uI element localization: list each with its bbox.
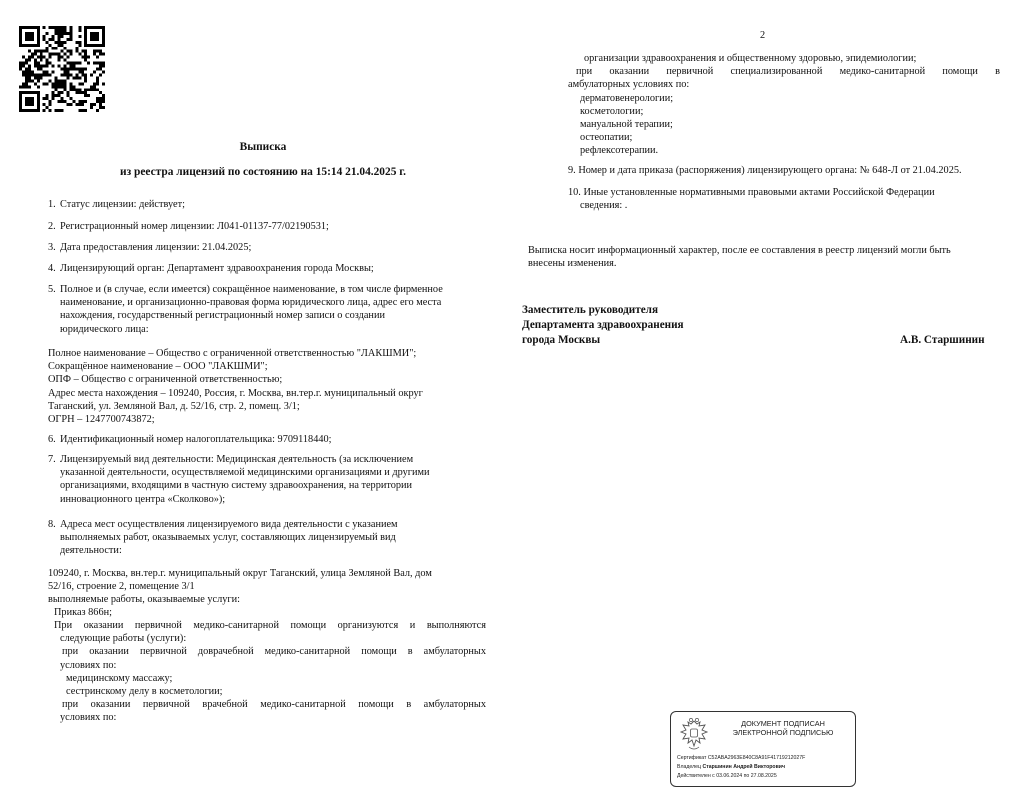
stamp-certificate: Сертификат C52ABA2963E840C8A91F41719212027F — [677, 755, 806, 761]
coat-of-arms-icon — [677, 716, 711, 754]
qr-code — [19, 26, 105, 112]
works-line: при оказании первичной доврачебной медико-санитарной помощи в амбулаторных — [62, 646, 486, 658]
works-line: условиях по: — [60, 659, 117, 671]
item-8: 8. Адреса мест осуществления лицензируемого вида деятельности с указанием выполняемых работ, оказываемых услуг, составляющих лицензируемый вид деятельности: — [48, 519, 398, 557]
works-line: амбулаторных условиях по: — [568, 79, 690, 91]
item-7: 7. Лицензируемый вид деятельности: Медицинская деятельность (за исключением указанной деятельности, осуществляемой медицинскими организациями и другими организациями, входящими в частную систему здравоохранения, на территории инновационного центра «Сколково»); — [48, 454, 430, 505]
informational-notice: Выписка носит информационный характер, после ее составления в реестр лицензий могли быть внесены изменения. — [528, 245, 951, 270]
stamp-header: ДОКУМЕНТ ПОДПИСАН ЭЛЕКТРОННОЙ ПОДПИСЬЮ — [732, 719, 834, 737]
works-line: сестринскому делу в косметологии; — [66, 686, 223, 698]
signatory-position: Заместитель руководителя Департамента здравоохранения города Москвы — [522, 304, 684, 347]
works-line: при оказании первичной специализированной медико-санитарной помощи в — [576, 66, 1000, 78]
item-2: 2. Регистрационный номер лицензии: Л041-01137-77/02190531; — [48, 221, 329, 232]
works-line: условиях по: — [60, 712, 117, 724]
stamp-validity: Действителен с 03.06.2024 по 27.08.2025 — [677, 773, 777, 779]
organization-details: Полное наименование – Общество с ограниченной ответственностью "ЛАКШМИ"; Сокращённое наименование – ООО "ЛАКШМИ"; ОПФ – Общество с ограниченной ответственностью; Адрес места нахождения – 109240, Россия, г. Москва, вн.тер.г. муниципальный округ Таганский, ул. Земляной Вал, д. 52/16, стр. 2, помещ. 3/1; ОГРН – 1247700743872; — [48, 348, 423, 426]
item-3: 3. Дата предоставления лицензии: 21.04.2025; — [48, 242, 252, 253]
works-line: организации здравоохранения и общественному здоровью, эпидемиологии; — [584, 53, 917, 64]
works-line: следующие работы (услуги): — [60, 633, 187, 645]
works-line: косметологии; — [580, 105, 644, 117]
signatory-name: А.В. Старшинин — [900, 334, 985, 346]
electronic-signature-stamp — [670, 711, 856, 787]
works-line: мануальной терапии; — [580, 119, 673, 131]
works-line: остеопатии; — [580, 132, 633, 144]
works-line: при оказании первичной врачебной медико-санитарной помощи в амбулаторных — [62, 699, 486, 711]
item-10: 10. Иные установленные нормативными правовыми актами Российской Федерации сведения: . — [568, 187, 935, 212]
item-6: 6. Идентификационный номер налогоплательщика: 9709118440; — [48, 434, 332, 445]
page-number: 2 — [760, 30, 766, 41]
stamp-owner: Владелец Старшинин Андрей Викторович — [677, 764, 785, 770]
item-5: 5. Полное и (в случае, если имеется) сокращённое наименование, в том числе фирменное наименование, и организационно-правовая форма юридического лица, адрес его места нахождения, государственный регистрационный номер записи о создании юридического лица: — [48, 284, 443, 335]
works-line: медицинскому массажу; — [66, 672, 173, 684]
order-reference: Приказ 866н; — [54, 607, 112, 618]
activity-address: 109240, г. Москва, вн.тер.г. муниципальный округ Таганский, улица Земляной Вал, дом 52/16, строение 2, помещение 3/1 выполняемые работы, оказываемые услуги: — [48, 568, 432, 606]
works-line: дерматовенерологии; — [580, 92, 674, 104]
item-9: 9. Номер и дата приказа (распоряжения) лицензирующего органа: № 648-Л от 21.04.2025. — [568, 165, 962, 176]
works-line: рефлексотерапии. — [580, 145, 659, 157]
works-list — [48, 619, 486, 725]
continued-works-list — [568, 52, 1000, 158]
works-line: При оказании первичной медико-санитарной помощи организуются и выполняются — [54, 620, 486, 631]
document-subtitle: из реестра лицензий по состоянию на 15:14 21.04.2025 г. — [120, 166, 406, 178]
item-1: 1. Статус лицензии: действует; — [48, 199, 185, 210]
document-title: Выписка — [239, 141, 287, 153]
item-4: 4. Лицензирующий орган: Департамент здравоохранения города Москвы; — [48, 263, 374, 274]
